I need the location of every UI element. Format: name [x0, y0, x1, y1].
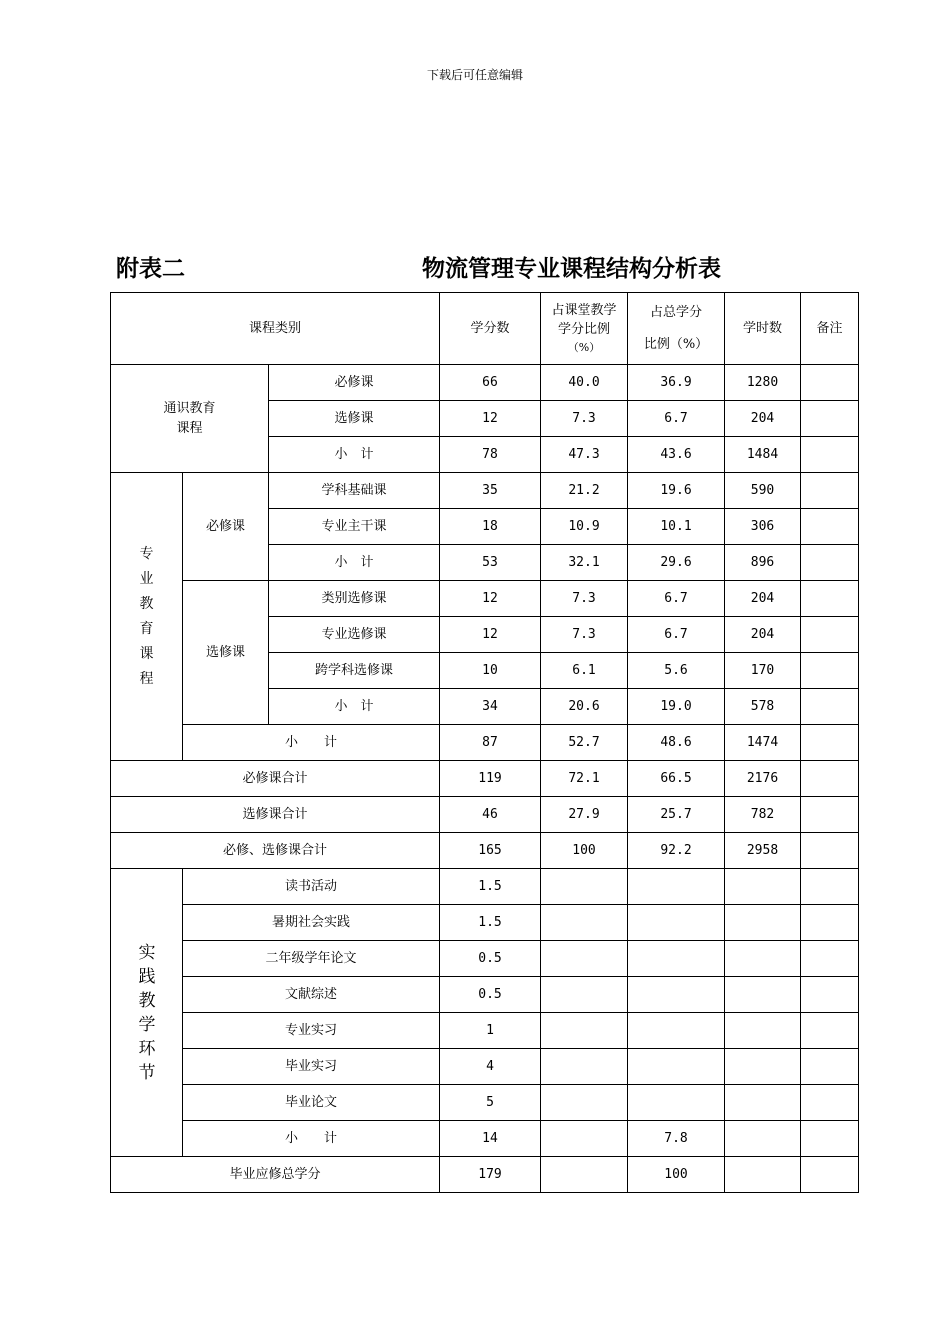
table-row: [111, 905, 859, 941]
header-hours: 学时数: [725, 293, 801, 365]
row-credits: 78: [440, 437, 541, 473]
table-row: [111, 977, 859, 1013]
table-row: [111, 1157, 859, 1193]
row-class-ratio: 10.9: [541, 509, 628, 545]
row-credits: 14: [440, 1121, 541, 1157]
row-hours: 2176: [725, 761, 801, 797]
row-total-ratio: 10.1: [628, 509, 725, 545]
table-row: [111, 833, 859, 869]
row-class-ratio: 21.2: [541, 473, 628, 509]
professional-education-label: 专业教育课程: [111, 473, 183, 761]
row-total-ratio: 92.2: [628, 833, 725, 869]
row-hours: 2958: [725, 833, 801, 869]
doc-label: 附表二: [116, 256, 185, 282]
row-remarks: [801, 401, 859, 437]
row-total-ratio: 29.6: [628, 545, 725, 581]
row-total-ratio: 19.6: [628, 473, 725, 509]
row-total-ratio: 36.9: [628, 365, 725, 401]
row-hours: 1280: [725, 365, 801, 401]
table-row: [111, 473, 859, 509]
row-credits: 5: [440, 1085, 541, 1121]
row-credits: 0.5: [440, 977, 541, 1013]
row-class-ratio: 47.3: [541, 437, 628, 473]
row-hours: 204: [725, 401, 801, 437]
row-hours: 782: [725, 797, 801, 833]
page-header-note: 下载后可任意编辑: [426, 68, 523, 82]
row-total-ratio: 6.7: [628, 401, 725, 437]
row-hours: 170: [725, 653, 801, 689]
row-name: 选修课: [269, 401, 440, 437]
row-credits: 12: [440, 401, 541, 437]
row-credits: 53: [440, 545, 541, 581]
row-name: 学科基础课: [269, 473, 440, 509]
general-education-label: 通识教育 课程: [111, 365, 269, 473]
professional-elective-label: 选修课: [183, 581, 269, 725]
row-hours: 896: [725, 545, 801, 581]
row-credits: 87: [440, 725, 541, 761]
row-name: 选修课合计: [111, 797, 440, 833]
row-class-ratio: 27.9: [541, 797, 628, 833]
row-name: 必修课合计: [111, 761, 440, 797]
row-hours: 204: [725, 581, 801, 617]
row-credits: 35: [440, 473, 541, 509]
header-class-ratio: 占课堂教学 学分比例 （%）: [541, 293, 628, 365]
row-hours: 1484: [725, 437, 801, 473]
row-name: 专业实习: [183, 1013, 440, 1049]
row-credits: 34: [440, 689, 541, 725]
row-credits: 179: [440, 1157, 541, 1193]
row-total-ratio: 7.8: [628, 1121, 725, 1157]
row-credits: 46: [440, 797, 541, 833]
row-class-ratio: 100: [541, 833, 628, 869]
row-class-ratio: 72.1: [541, 761, 628, 797]
row-class-ratio: 32.1: [541, 545, 628, 581]
row-credits: 66: [440, 365, 541, 401]
header-category: 课程类别: [111, 293, 440, 365]
row-total-ratio: 100: [628, 1157, 725, 1193]
table-row: [111, 797, 859, 833]
doc-title: 物流管理专业课程结构分析表: [422, 256, 721, 282]
row-remarks: [801, 725, 859, 761]
row-class-ratio: 7.3: [541, 617, 628, 653]
row-hours: 306: [725, 509, 801, 545]
table-row: [111, 365, 859, 401]
row-total-ratio: 19.0: [628, 689, 725, 725]
row-hours: 1474: [725, 725, 801, 761]
row-total-ratio: 25.7: [628, 797, 725, 833]
row-credits: 1.5: [440, 869, 541, 905]
row-name: 文献综述: [183, 977, 440, 1013]
professional-required-label: 必修课: [183, 473, 269, 581]
row-remarks: [801, 617, 859, 653]
row-name: 读书活动: [183, 869, 440, 905]
row-credits: 12: [440, 581, 541, 617]
row-remarks: [801, 797, 859, 833]
row-remarks: [801, 473, 859, 509]
row-total-ratio: 6.7: [628, 581, 725, 617]
table-row: [111, 1085, 859, 1121]
row-name: 暑期社会实践: [183, 905, 440, 941]
course-structure-table: [110, 292, 859, 1193]
table-row: [111, 941, 859, 977]
row-name: 必修、选修课合计: [111, 833, 440, 869]
row-remarks: [801, 581, 859, 617]
header-remarks: 备注: [801, 293, 859, 365]
row-credits: 12: [440, 617, 541, 653]
row-credits: 10: [440, 653, 541, 689]
row-class-ratio: 7.3: [541, 401, 628, 437]
row-class-ratio: 40.0: [541, 365, 628, 401]
row-remarks: [801, 365, 859, 401]
header-total-ratio: 占总学分 比例（%）: [628, 293, 725, 365]
row-class-ratio: 7.3: [541, 581, 628, 617]
row-name: 毕业应修总学分: [111, 1157, 440, 1193]
row-credits: 0.5: [440, 941, 541, 977]
row-credits: 1: [440, 1013, 541, 1049]
row-hours: 204: [725, 617, 801, 653]
row-total-ratio: 48.6: [628, 725, 725, 761]
row-name: 毕业实习: [183, 1049, 440, 1085]
row-credits: 18: [440, 509, 541, 545]
row-total-ratio: 6.7: [628, 617, 725, 653]
table-row: [111, 581, 859, 617]
table-row: [111, 1049, 859, 1085]
table-row: [111, 761, 859, 797]
header-credits: 学分数: [440, 293, 541, 365]
row-remarks: [801, 437, 859, 473]
row-name: 小 计: [269, 689, 440, 725]
row-class-ratio: 52.7: [541, 725, 628, 761]
row-credits: 165: [440, 833, 541, 869]
row-name: 小 计: [183, 725, 440, 761]
table-header-row: [111, 293, 859, 365]
row-remarks: [801, 689, 859, 725]
table-row: [111, 1121, 859, 1157]
row-name: 小 计: [269, 437, 440, 473]
row-credits: 1.5: [440, 905, 541, 941]
row-name: 专业主干课: [269, 509, 440, 545]
row-name: 二年级学年论文: [183, 941, 440, 977]
row-name: 专业选修课: [269, 617, 440, 653]
table-row: [111, 725, 859, 761]
row-total-ratio: 5.6: [628, 653, 725, 689]
row-remarks: [801, 653, 859, 689]
row-total-ratio: 43.6: [628, 437, 725, 473]
row-remarks: [801, 761, 859, 797]
row-name: 必修课: [269, 365, 440, 401]
row-total-ratio: 66.5: [628, 761, 725, 797]
row-remarks: [801, 833, 859, 869]
row-class-ratio: 20.6: [541, 689, 628, 725]
practice-teaching-label: 实践教学环节: [111, 869, 183, 1157]
row-credits: 119: [440, 761, 541, 797]
row-remarks: [801, 545, 859, 581]
row-name: 小 计: [269, 545, 440, 581]
row-class-ratio: 6.1: [541, 653, 628, 689]
row-credits: 4: [440, 1049, 541, 1085]
row-name: 类别选修课: [269, 581, 440, 617]
row-name: 小 计: [183, 1121, 440, 1157]
row-hours: 590: [725, 473, 801, 509]
table-row: [111, 869, 859, 905]
row-remarks: [801, 509, 859, 545]
row-hours: 578: [725, 689, 801, 725]
row-name: 跨学科选修课: [269, 653, 440, 689]
table-row: [111, 1013, 859, 1049]
row-name: 毕业论文: [183, 1085, 440, 1121]
